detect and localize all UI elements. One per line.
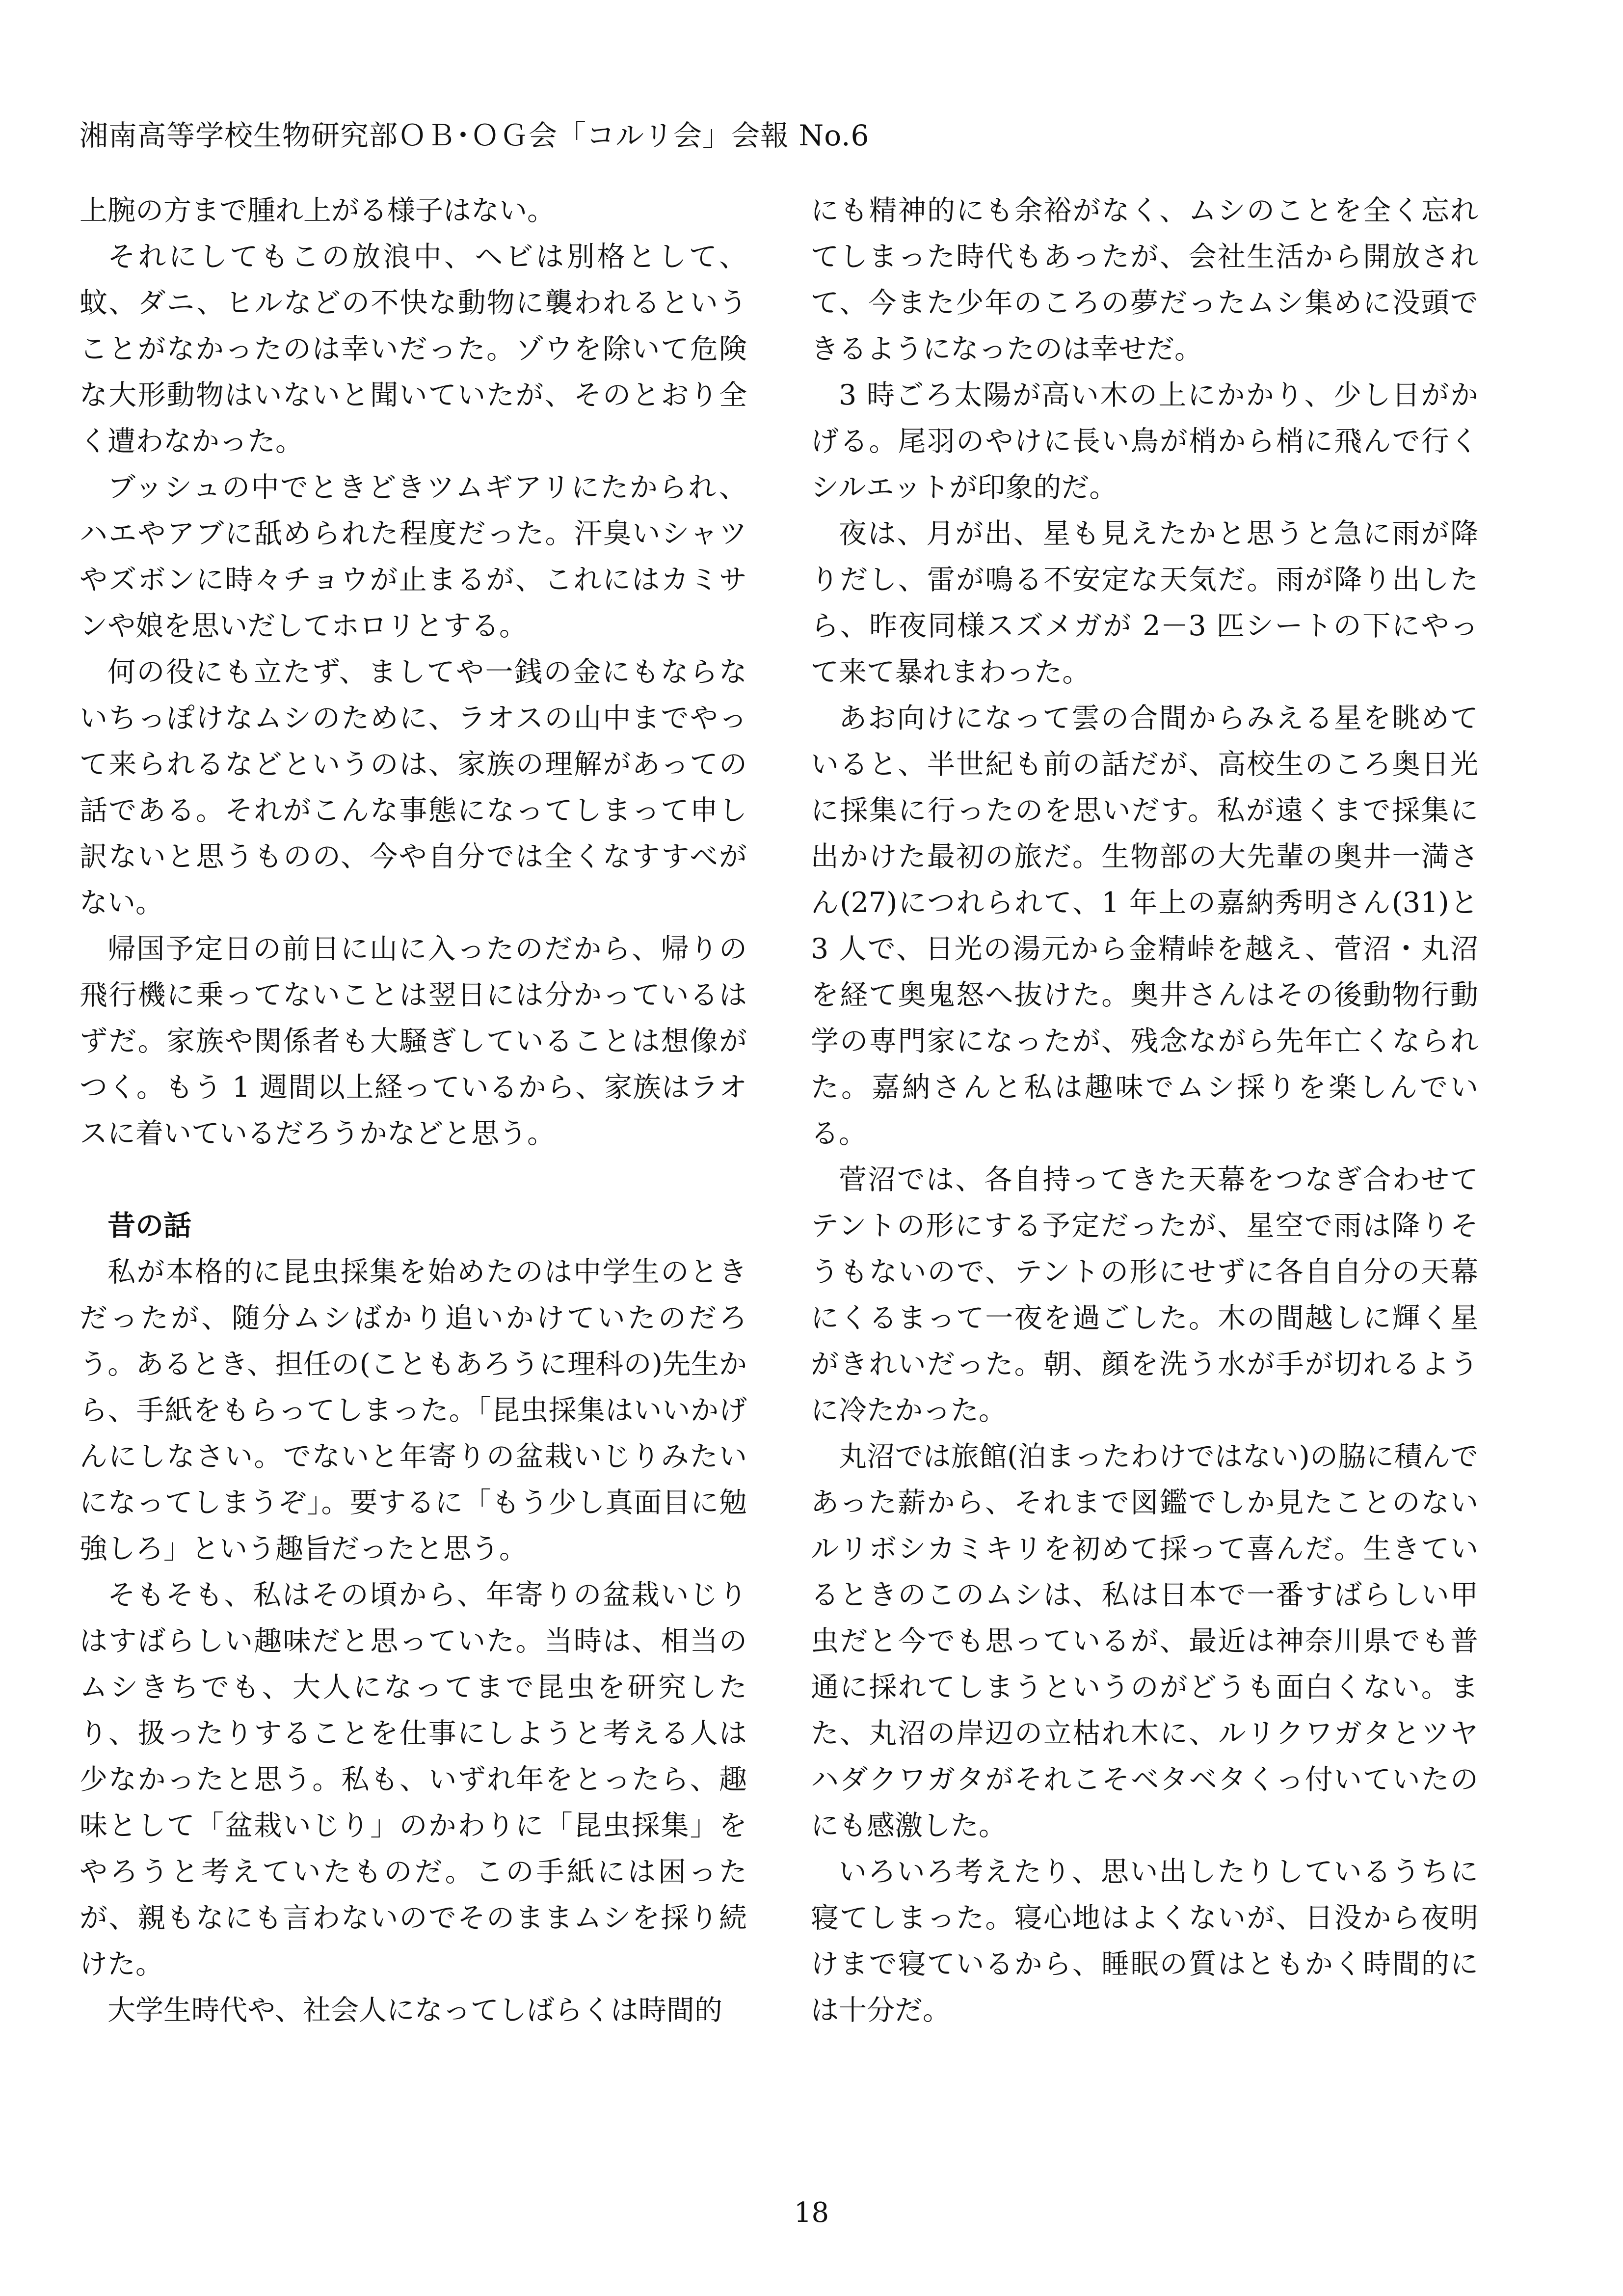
paragraph: ブッシュの中でときどきツムギアリにたかられ、ハエやアブに舐められた程度だった。汗臭いシャツやズボンに時々チョウが止まるが、これにはカミサンや娘を思いだしてホロリとする。 <box>80 471 747 642</box>
paragraph: あお向けになって雲の合間からみえる星を眺めていると、半世紀も前の話だが、高校生のころ奥日光に採集に行ったのを思いだす。私が遠くまで採集に出かけた最初の旅だ。生物部の大先輩の奥井一満さん(27)につれられて、1 年上の嘉納秀明さん(31)と 3 人で、日光の湯元から金精峠を越え、菅沼・丸沼を経て奥鬼怒へ抜けた。奥井さんはその後動物行動学の専門家になったが、残念ながら先年亡くなられた。嘉納さんと私は趣味でムシ採りを楽しんでいる。 <box>811 702 1478 1150</box>
paragraph: それにしてもこの放浪中、ヘビは別格として、蚊、ダニ、ヒルなどの不快な動物に襲われるということがなかったのは幸いだった。ゾウを除いて危険な大形動物はいないと聞いていたが、そのとおり全く遭わなかった。 <box>80 241 747 458</box>
paragraph: 何の役にも立たず、ましてや一銭の金にもならないちっぽけなムシのために、ラオスの山中までやって来られるなどというのは、家族の理解があっての話である。それがこんな事態になってしまって申し訳ないと思うものの、今や自分では全くなすすべがない。 <box>80 656 747 919</box>
section-heading: 昔の話 <box>107 1209 191 1242</box>
paragraph: いろいろ考えたり、思い出したりしているうちに寝てしまった。寝心地はよくないが、日没から夜明けまで寝ているから、睡眠の質はともかく時間的には十分だ。 <box>811 1856 1478 2026</box>
paragraph: 3 時ごろ太陽が高い木の上にかかり、少し日がかげる。尾羽のやけに長い鳥が梢から梢に飛んで行くシルエットが印象的だ。 <box>811 379 1478 504</box>
right-text-column <box>811 188 1478 2033</box>
paragraph: 菅沼では、各自持ってきた天幕をつなぎ合わせてテントの形にする予定だったが、星空で雨は降りそうもないので、テントの形にせずに各自自分の天幕にくるまって一夜を過ごした。木の間越しに輝く星がきれいだった。朝、顔を洗う水が手が切れるように冷たかった。 <box>811 1163 1478 1427</box>
section-spacer <box>80 1157 747 1203</box>
paragraph: 丸沼では旅館(泊まったわけではない)の脇に積んであった薪から、それまで図鑑でしか見たことのないルリボシカミキリを初めて採って喜んだ。生きているときのこのムシは、私は日本で一番すばらしい甲虫だと今でも思っているが、最近は神奈川県でも普通に採れてしまうというのがどうも面白くない。また、丸沼の岸辺の立枯れ木に、ルリクワガタとツヤハダクワガタがそれこそベタベタくっ付いていたのにも感激した。 <box>811 1440 1478 1842</box>
paragraph: 帰国予定日の前日に山に入ったのだから、帰りの飛行機に乗ってないことは翌日には分かっているはずだ。家族や関係者も大騒ぎしていることは想像がつく。もう 1 週間以上経っているから、家族はラオスに着いているだろうかなどと思う。 <box>80 933 747 1150</box>
paragraph: 夜は、月が出、星も見えたかと思うと急に雨が降りだし、雷が鳴る不安定な天気だ。雨が降り出したら、昨夜同様スズメガが 2－3 匹シートの下にやって来て暴れまわった。 <box>811 517 1478 688</box>
paragraph: 大学生時代や、社会人になってしばらくは時間的 <box>107 1994 722 2026</box>
page-number: 18 <box>794 2197 829 2229</box>
paragraph: そもそも、私はその頃から、年寄りの盆栽いじりはすばらしい趣味だと思っていた。当時は、相当のムシきちでも、大人になってまで昆虫を研究したり、扱ったりすることを仕事にしようと考える人は少なかったと思う。私も、いずれ年をとったら、趣味として「盆栽いじり」のかわりに「昆虫採集」をやろうと考えていたものだ。この手紙には困ったが、親もなにも言わないのでそのままムシを採り続けた。 <box>80 1579 747 1980</box>
paragraph: にも精神的にも余裕がなく、ムシのことを全く忘れてしまった時代もあったが、会社生活から開放されて、今また少年のころの夢だったムシ集めに没頭できるようになったのは幸せだ。 <box>811 194 1478 365</box>
paragraph: 上腕の方まで腫れ上がる様子はない。 <box>80 194 555 227</box>
left-text-column <box>80 188 747 2033</box>
newsletter-header: 湘南高等学校生物研究部ＯＢ･ＯＧ会「コルリ会」会報 No.6 <box>80 119 870 152</box>
paragraph: 私が本格的に昆虫採集を始めたのは中学生のときだったが、随分ムシばかり追いかけていたのだろう。あるとき、担任の(こともあろうに理科の)先生から、手紙をもらってしまった。「昆虫採集はいいかげんにしなさい。でないと年寄りの盆栽いじりみたいになってしまうぞ」。要するに「もう少し真面目に勉強しろ」という趣旨だったと思う。 <box>80 1256 747 1565</box>
